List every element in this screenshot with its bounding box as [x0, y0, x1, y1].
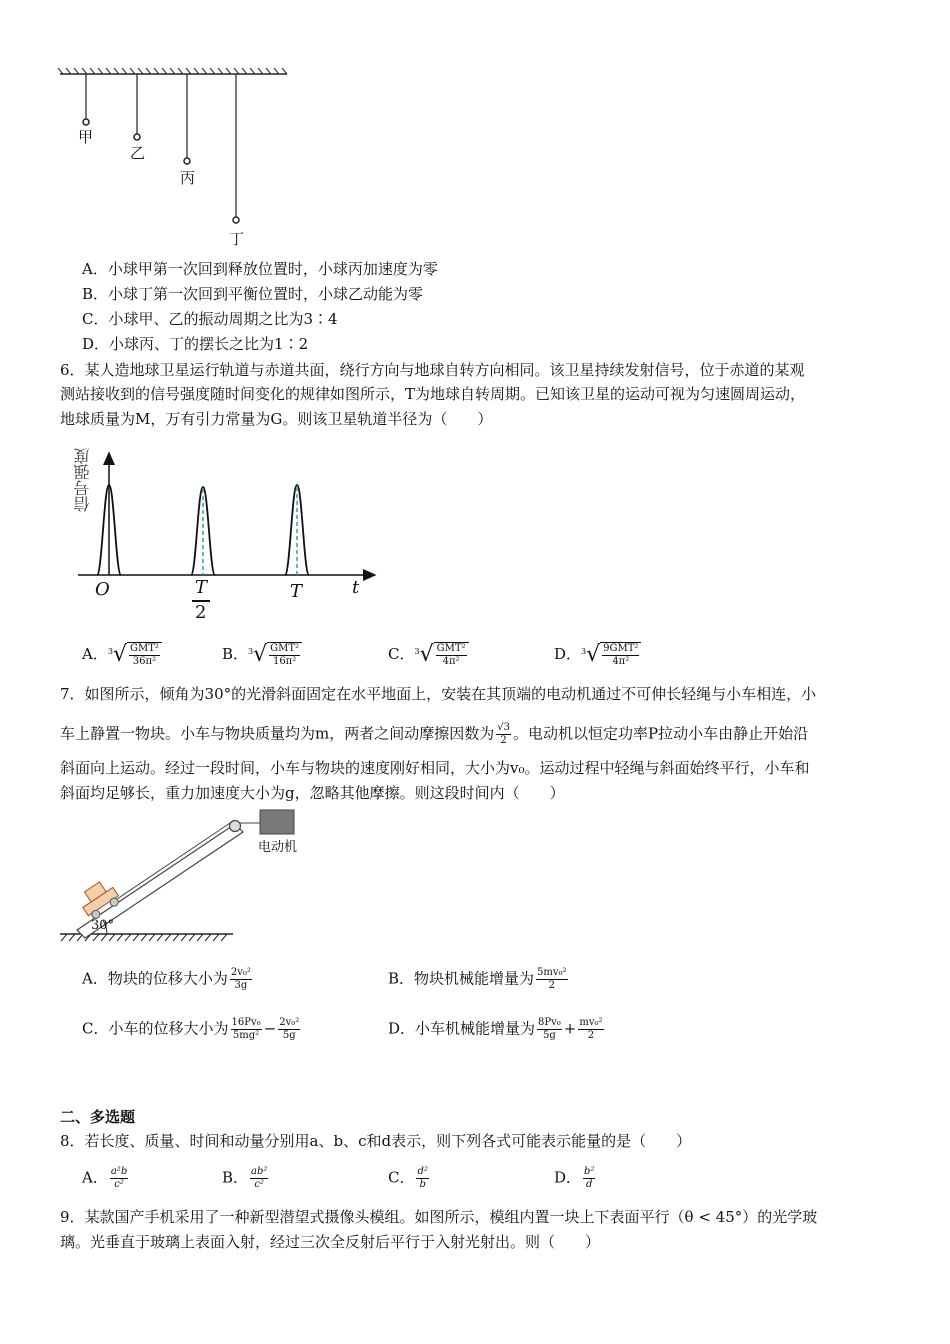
pendulum-label-bing: 丙 — [180, 169, 196, 187]
q7-stem-line3: 斜面向上运动。经过一段时间，小车与物块的速度刚好相同，大小为v₀。运动过程中轻绳与斜面始终平行，小车和 — [60, 759, 810, 777]
q6-stem-line1: 6．某人造地球卫星运行轨道与赤道共面，绕行方向与地球自转方向相同。该卫星持续发射信号，位于赤道的某观 — [60, 361, 805, 379]
q5-option-a: A．小球甲第一次回到释放位置时，小球丙加速度为零 — [82, 260, 438, 278]
q9-stem-line1: 9．某款国产手机采用了一种新型潜望式摄像头模组。如图所示，模组内置一块上下表面平行（θ < 45°）的光学玻 — [60, 1208, 818, 1226]
motor-label: 电动机 — [258, 840, 298, 855]
chart-tick-half-num: T — [195, 577, 208, 598]
pendulum-label-ding: 丁 — [229, 230, 245, 248]
q7-stem-line4: 斜面均足够长，重力加速度大小为g，忽略其他摩擦。则这段时间内（ ） — [60, 784, 565, 802]
chart-tick-half-den: 2 — [195, 602, 207, 623]
q9-stem-line2: 璃。光垂直于玻璃上表面入射，经过三次全反射后平行于入射光射出。则（ ） — [60, 1233, 601, 1251]
q6-stem-line2: 测站接收到的信号强度随时间变化的规律如图所示，T为地球自转周期。已知该卫星的运动可视为匀速圆周运动， — [60, 385, 806, 403]
q8-option-b: B． $\frac{\text{ab²}}{\text{c²}}$ — [222, 1166, 268, 1190]
q8-option-a: A． $\frac{\text{a²b}}{\text{c²}}$ — [82, 1166, 128, 1190]
q6-option-b: B．$^3$√ $\frac{\text{GMT²}}{\text{16π²}}$ — [222, 642, 302, 668]
q7-option-a: A．物块的位移大小为 $\frac{\text{2v₀²}}{3g}$ — [82, 967, 251, 991]
pendulum-figure — [55, 68, 295, 253]
pendulum-label-jia: 甲 — [78, 128, 94, 146]
q8-option-d: D． $\frac{\text{b²}}{d}$ — [554, 1166, 595, 1190]
q7-option-b: B．物块机械能增量为 $\frac{\text{5mv₀²}}{2}$ — [388, 967, 567, 991]
chart-ylabel: 信号强度 — [73, 448, 92, 512]
pendulum-label-yi: 乙 — [130, 144, 146, 162]
q7-option-d: D．小车机械能增量为 $\frac{\text{8Pv₀}}{5g}$ + $\frac{\text{mv₀²}}{2}$ — [388, 1017, 603, 1041]
rope — [117, 821, 233, 899]
q5-option-d: D．小球丙、丁的摆长之比为1∶2 — [82, 335, 309, 353]
q6-option-a: A．$^3$√ $\frac{\text{GMT²}}{\text{36π²}}$ — [82, 642, 162, 668]
chart-tick-full: T — [290, 581, 303, 602]
chart-xlabel: t — [352, 577, 360, 598]
signal-strength-chart — [70, 445, 390, 625]
chart-origin-label: O — [95, 579, 110, 600]
q8-stem: 8．若长度、质量、时间和动量分别用a、b、c和d表示，则下列各式可能表示能量的是（ ） — [60, 1132, 692, 1150]
q7-option-c: C．小车的位移大小为 $\frac{\text{16Pv₀}}{\text{5mg²}}$ − $\frac{\text{2v₀²}}{5g}$ — [82, 1017, 300, 1041]
angle-label: 30° — [91, 918, 115, 933]
q7-stem-line1: 7．如图所示，倾角为30°的光滑斜面固定在水平地面上，安装在其顶端的电动机通过不可伸长轻绳与小车相连，小 — [60, 685, 817, 703]
q6-option-c: C．$^3$√ $\frac{\text{GMT²}}{\text{4π²}}$ — [388, 642, 469, 668]
q7-stem-line2: 车上静置一物块。小车与物块质量均为m，两者之间动摩擦因数为 $\frac{√3}{2}$ 。电动机以恒定功率P拉动小车由静止开始沿 — [60, 722, 809, 746]
q5-option-b: B．小球丁第一次回到平衡位置时，小球乙动能为零 — [82, 285, 424, 303]
q6-option-d: D．$^3$√ $\frac{\text{9GMT²}}{\text{4π²}}$ — [554, 642, 641, 668]
q5-option-c: C．小球甲、乙的振动周期之比为3∶4 — [82, 310, 338, 328]
q8-option-c: C． $\frac{\text{d²}}{b}$ — [388, 1166, 428, 1190]
motor-box — [260, 810, 294, 834]
section-title-multi-choice: 二、多选题 — [60, 1108, 136, 1126]
q6-stem-line3: 地球质量为M，万有引力常量为G。则该卫星轨道半径为（ ） — [60, 410, 493, 428]
